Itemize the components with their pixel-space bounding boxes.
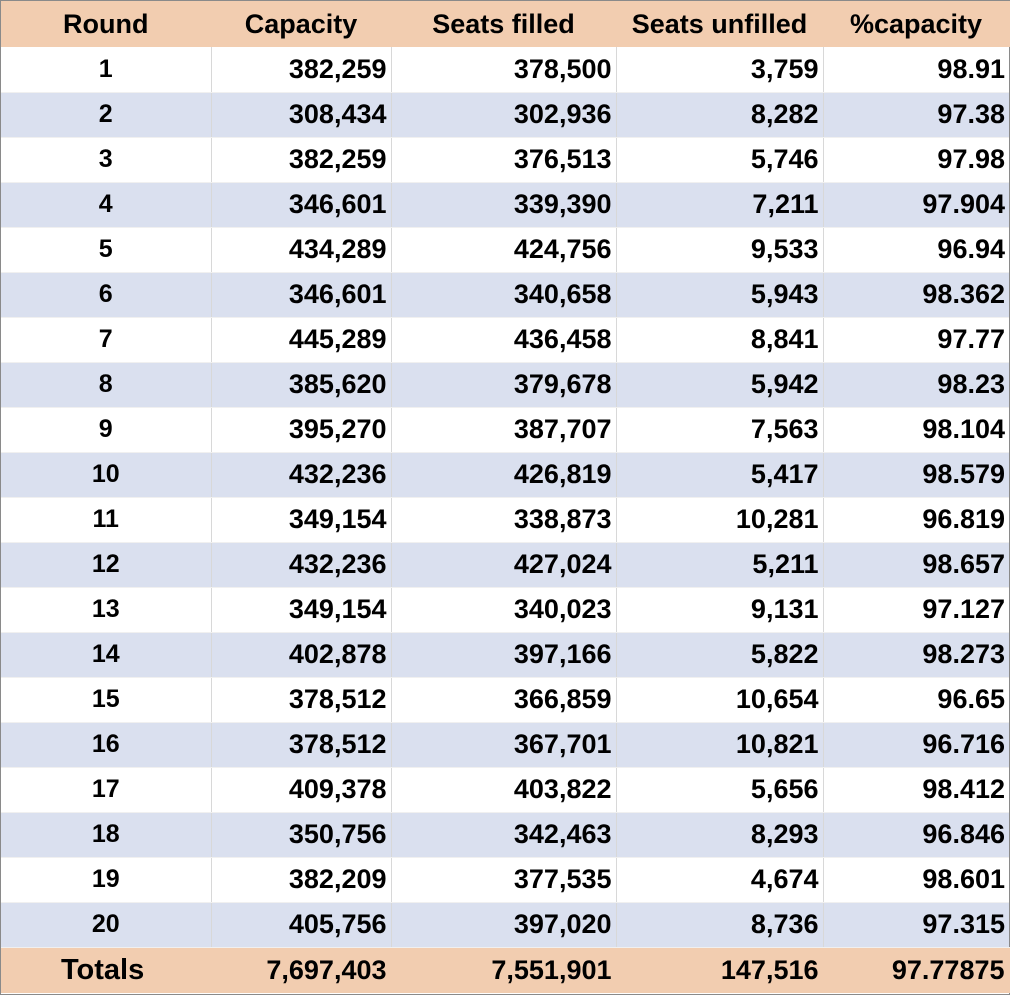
totals-seats-unfilled[interactable]: 147,516: [616, 947, 823, 993]
round-cell[interactable]: 19: [1, 857, 211, 902]
seats-unfilled-cell[interactable]: 5,746: [616, 137, 823, 182]
capacity-cell[interactable]: 382,259: [211, 47, 391, 92]
seats-filled-cell[interactable]: 427,024: [391, 542, 616, 587]
round-cell[interactable]: 2: [1, 92, 211, 137]
capacity-cell[interactable]: 349,154: [211, 587, 391, 632]
seats-unfilled-cell[interactable]: 8,282: [616, 92, 823, 137]
pct-capacity-cell[interactable]: 97.98: [823, 137, 1009, 182]
table-row: [1, 362, 1009, 407]
round-cell[interactable]: 7: [1, 317, 211, 362]
totals-row: [1, 947, 1009, 993]
pct-capacity-cell[interactable]: 97.77: [823, 317, 1009, 362]
seats-filled-cell[interactable]: 367,701: [391, 722, 616, 767]
table-row: [1, 767, 1009, 812]
seats-filled-cell[interactable]: 340,658: [391, 272, 616, 317]
table-row: [1, 542, 1009, 587]
round-cell[interactable]: 3: [1, 137, 211, 182]
totals-capacity[interactable]: 7,697,403: [211, 947, 391, 993]
table-row: [1, 587, 1009, 632]
seats-unfilled-cell[interactable]: 10,281: [616, 497, 823, 542]
pct-capacity-cell[interactable]: 98.362: [823, 272, 1009, 317]
round-cell[interactable]: 1: [1, 47, 211, 92]
pct-capacity-cell[interactable]: 98.412: [823, 767, 1009, 812]
header-capacity[interactable]: Capacity: [211, 1, 391, 47]
capacity-cell[interactable]: 350,756: [211, 812, 391, 857]
round-cell[interactable]: 16: [1, 722, 211, 767]
table-row: [1, 317, 1009, 362]
seats-unfilled-cell[interactable]: 8,293: [616, 812, 823, 857]
capacity-cell[interactable]: 434,289: [211, 227, 391, 272]
pct-capacity-cell[interactable]: 97.127: [823, 587, 1009, 632]
seats-unfilled-cell[interactable]: 7,563: [616, 407, 823, 452]
seats-filled-cell[interactable]: 302,936: [391, 92, 616, 137]
round-cell[interactable]: 9: [1, 407, 211, 452]
round-cell[interactable]: 12: [1, 542, 211, 587]
seats-unfilled-cell[interactable]: 5,211: [616, 542, 823, 587]
table-row: [1, 497, 1009, 542]
seats-unfilled-cell[interactable]: 5,822: [616, 632, 823, 677]
seats-filled-cell[interactable]: 339,390: [391, 182, 616, 227]
seats-filled-cell[interactable]: 436,458: [391, 317, 616, 362]
pct-capacity-cell[interactable]: 98.601: [823, 857, 1009, 902]
seats-filled-cell[interactable]: 366,859: [391, 677, 616, 722]
table-row: [1, 812, 1009, 857]
round-cell[interactable]: 4: [1, 182, 211, 227]
pct-capacity-cell[interactable]: 98.657: [823, 542, 1009, 587]
totals-pct-capacity[interactable]: 97.77875: [823, 947, 1009, 993]
header-round[interactable]: Round: [1, 1, 211, 47]
seats-unfilled-cell[interactable]: 3,759: [616, 47, 823, 92]
table-row: [1, 857, 1009, 902]
round-cell[interactable]: 6: [1, 272, 211, 317]
table-row: [1, 227, 1009, 272]
seats-filled-cell[interactable]: 426,819: [391, 452, 616, 497]
seats-unfilled-cell[interactable]: 9,131: [616, 587, 823, 632]
round-cell[interactable]: 15: [1, 677, 211, 722]
seats-filled-cell[interactable]: 424,756: [391, 227, 616, 272]
seats-filled-cell[interactable]: 376,513: [391, 137, 616, 182]
seats-unfilled-cell[interactable]: 10,654: [616, 677, 823, 722]
seats-unfilled-cell[interactable]: 5,943: [616, 272, 823, 317]
round-cell[interactable]: 17: [1, 767, 211, 812]
table-row: [1, 902, 1009, 947]
capacity-cell[interactable]: 395,270: [211, 407, 391, 452]
seats-filled-cell[interactable]: 387,707: [391, 407, 616, 452]
round-cell[interactable]: 11: [1, 497, 211, 542]
table-row: [1, 677, 1009, 722]
table-body: [1, 47, 1009, 947]
seats-unfilled-cell[interactable]: 9,533: [616, 227, 823, 272]
seats-filled-cell[interactable]: 338,873: [391, 497, 616, 542]
capacity-cell[interactable]: 432,236: [211, 452, 391, 497]
seats-filled-cell[interactable]: 379,678: [391, 362, 616, 407]
round-cell[interactable]: 13: [1, 587, 211, 632]
pct-capacity-cell[interactable]: 97.38: [823, 92, 1009, 137]
table-row: [1, 407, 1009, 452]
pct-capacity-cell[interactable]: 96.716: [823, 722, 1009, 767]
round-cell[interactable]: 20: [1, 902, 211, 947]
header-seats-unfilled[interactable]: Seats unfilled: [616, 1, 823, 47]
table-row: [1, 92, 1009, 137]
seats-unfilled-cell[interactable]: 8,736: [616, 902, 823, 947]
table-row: [1, 722, 1009, 767]
capacity-cell[interactable]: 378,512: [211, 677, 391, 722]
pct-capacity-cell[interactable]: 96.94: [823, 227, 1009, 272]
seats-filled-cell[interactable]: 397,020: [391, 902, 616, 947]
seats-unfilled-cell[interactable]: 7,211: [616, 182, 823, 227]
pct-capacity-cell[interactable]: 97.315: [823, 902, 1009, 947]
capacity-table: [1, 1, 1010, 993]
pct-capacity-cell[interactable]: 98.579: [823, 452, 1009, 497]
seats-filled-cell[interactable]: 397,166: [391, 632, 616, 677]
capacity-cell[interactable]: 409,378: [211, 767, 391, 812]
capacity-cell[interactable]: 402,878: [211, 632, 391, 677]
pct-capacity-cell[interactable]: 98.91: [823, 47, 1009, 92]
capacity-cell[interactable]: 405,756: [211, 902, 391, 947]
seats-unfilled-cell[interactable]: 10,821: [616, 722, 823, 767]
seats-unfilled-cell[interactable]: 5,656: [616, 767, 823, 812]
pct-capacity-cell[interactable]: 96.819: [823, 497, 1009, 542]
seats-unfilled-cell[interactable]: 8,841: [616, 317, 823, 362]
table-row: [1, 452, 1009, 497]
capacity-cell[interactable]: 382,259: [211, 137, 391, 182]
totals-seats-filled[interactable]: 7,551,901: [391, 947, 616, 993]
capacity-cell[interactable]: 382,209: [211, 857, 391, 902]
header-row: [1, 1, 1009, 47]
totals-label[interactable]: Totals: [1, 947, 211, 993]
round-cell[interactable]: 8: [1, 362, 211, 407]
seats-unfilled-cell[interactable]: 4,674: [616, 857, 823, 902]
seats-filled-cell[interactable]: 377,535: [391, 857, 616, 902]
table-row: [1, 137, 1009, 182]
capacity-cell[interactable]: 346,601: [211, 272, 391, 317]
pct-capacity-cell[interactable]: 96.846: [823, 812, 1009, 857]
pct-capacity-cell[interactable]: 98.273: [823, 632, 1009, 677]
seats-filled-cell[interactable]: 403,822: [391, 767, 616, 812]
table-row: [1, 272, 1009, 317]
header-seats-filled[interactable]: Seats filled: [391, 1, 616, 47]
seats-filled-cell[interactable]: 342,463: [391, 812, 616, 857]
header-pct-capacity[interactable]: %capacity: [823, 1, 1009, 47]
table-row: [1, 632, 1009, 677]
seats-filled-cell[interactable]: 340,023: [391, 587, 616, 632]
pct-capacity-cell[interactable]: 97.904: [823, 182, 1009, 227]
seats-unfilled-cell[interactable]: 5,942: [616, 362, 823, 407]
capacity-cell[interactable]: 385,620: [211, 362, 391, 407]
capacity-cell[interactable]: 349,154: [211, 497, 391, 542]
round-cell[interactable]: 14: [1, 632, 211, 677]
pct-capacity-cell[interactable]: 98.104: [823, 407, 1009, 452]
table-row: [1, 182, 1009, 227]
capacity-cell[interactable]: 445,289: [211, 317, 391, 362]
pct-capacity-cell[interactable]: 98.23: [823, 362, 1009, 407]
table-row: [1, 47, 1009, 92]
seats-filled-cell[interactable]: 378,500: [391, 47, 616, 92]
pct-capacity-cell[interactable]: 96.65: [823, 677, 1009, 722]
round-cell[interactable]: 18: [1, 812, 211, 857]
round-cell[interactable]: 10: [1, 452, 211, 497]
capacity-cell[interactable]: 432,236: [211, 542, 391, 587]
capacity-cell[interactable]: 308,434: [211, 92, 391, 137]
capacity-cell[interactable]: 346,601: [211, 182, 391, 227]
round-cell[interactable]: 5: [1, 227, 211, 272]
seats-unfilled-cell[interactable]: 5,417: [616, 452, 823, 497]
capacity-cell[interactable]: 378,512: [211, 722, 391, 767]
